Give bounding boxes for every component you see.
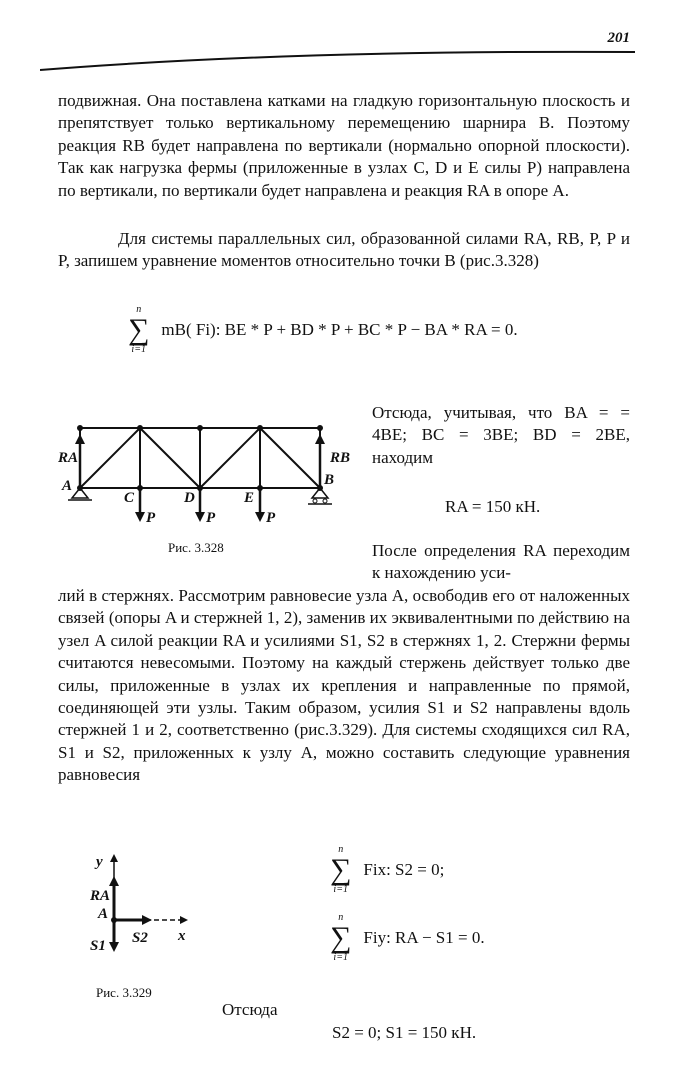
- paragraph-4: После определения RA переходим к нахождению уси-: [372, 541, 630, 583]
- sum-operator-fx: n ∑ i=1: [330, 844, 352, 895]
- label-s1: S1: [90, 938, 106, 954]
- label-y: y: [96, 854, 103, 870]
- label-rb: RB: [330, 450, 351, 466]
- paragraph-3: Отсюда, учитывая, что BA = = 4BE; BC = 3BE; BD = 2BE, находим: [372, 403, 630, 467]
- label-e: E: [244, 490, 255, 506]
- equation-fy: [330, 913, 485, 963]
- label-c: C: [124, 490, 135, 506]
- figure-329-caption: Рис. 3.329: [96, 985, 152, 1000]
- paragraph-5: лий в стержнях. Рассмотрим равновесие узла A, освободив его от наложенных связей (опоры A и стержней 1, 2), заменив их эквивалентными по действию на узел A силой реакции RA и усилиями S1, S2 в стержнях 1, 2. Стержни фермы считаются невесомыми. Поэтому на каждый стержень действует только две силы, приложенные в узлах их крепления и направленные по прямой, соединяющей эти узлы. Таким образом, усилия S1 и S2 направлены вдоль стержней 1 и 2, соответственно (рис.3.329). Для системы сходящихся сил RA, S1 и S2, приложенных к узлу A, можно составить следующие уравнения равновесия: [58, 586, 630, 785]
- final-result: S2 = 0; S1 = 150 кН.: [332, 1023, 477, 1042]
- node-a-figure: [84, 850, 194, 960]
- equation-fx: [330, 845, 444, 895]
- sum-operator-fy: n ∑ i=1: [330, 912, 352, 963]
- label-p3: P: [266, 510, 276, 526]
- paragraph-otsyuda: Отсюда: [222, 1000, 278, 1019]
- moment-equation: [128, 305, 518, 355]
- equation-fy-text: Fiy: RA − S1 = 0.: [363, 928, 485, 947]
- paragraph-1: подвижная. Она поставлена катками на гладкую горизонтальную плоскость и препятствует только вертикальному перемещению шарнира B. Поэтому реакция RB будет направлена по вертикали (нормально опорной плоскости). Так как нагрузка фермы (приложенные в узлах C, D и E силы P) направлена по вертикали, по вертикали будет направлена и реакция RA в опоре A.: [58, 91, 630, 200]
- label-p2: P: [206, 510, 216, 526]
- label-x: x: [178, 928, 186, 944]
- paragraph-2: Для системы параллельных сил, образованной силами RA, RB, P, P и P, запишем уравнение моментов относительно точки B (рис.3.328): [58, 229, 630, 271]
- label-p1: P: [146, 510, 156, 526]
- header-rule: [40, 40, 640, 80]
- moment-equation-text: mB( Fi): BE * P + BD * P + BC * P − BA * RA = 0.: [161, 320, 518, 339]
- figure-328-caption: Рис. 3.328: [168, 540, 224, 555]
- label-ra: RA: [58, 450, 79, 466]
- label-a-2: A: [98, 906, 109, 922]
- page-number: 201: [607, 30, 630, 46]
- label-ra-2: RA: [90, 888, 111, 904]
- sum-operator: n ∑ i=1: [128, 304, 150, 355]
- label-s2: S2: [132, 930, 148, 946]
- label-b: B: [324, 472, 335, 488]
- ra-result: RA = 150 кН.: [445, 497, 541, 516]
- truss-figure: [58, 410, 358, 535]
- label-a: A: [62, 478, 73, 494]
- equation-fx-text: Fix: S2 = 0;: [363, 860, 445, 879]
- label-d: D: [184, 490, 195, 506]
